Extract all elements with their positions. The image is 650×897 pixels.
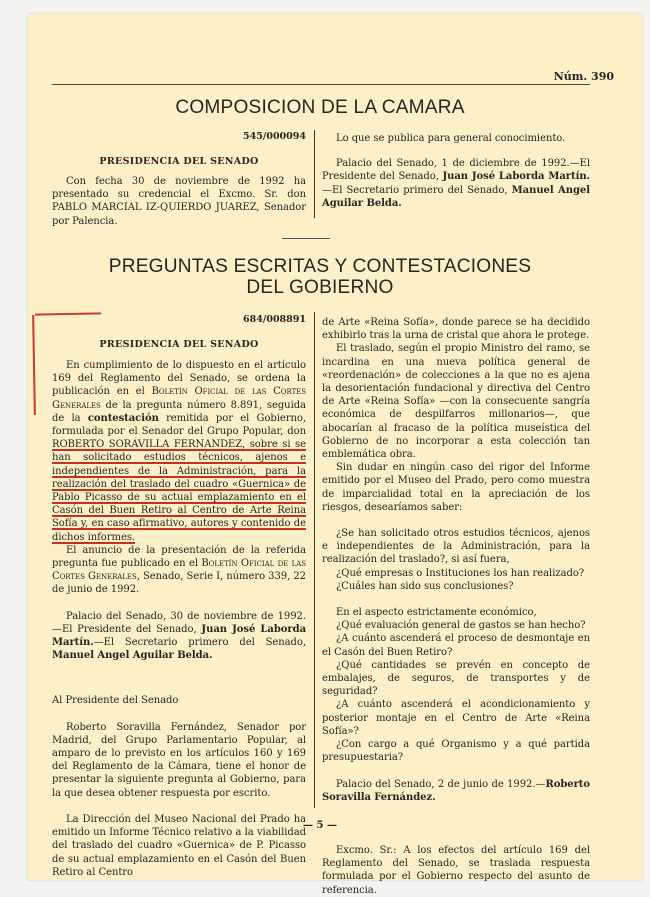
context-continuation: de Arte «Reina Sofía», donde parece se ha decidido exhibirlo tras la urna de cristal que ahora le protege. (322, 317, 590, 342)
question-intro: Roberto Soravilla Fernández, Senador por Madrid, del Grupo Parlamentario Popular, al amparo de lo previsto en los artículos 160 y 169 del Reglamento de la Cámara, tiene el honor de presentar la siguiente pregunta al Gobierno, para la que desea obtener respuesta por escrito. (52, 721, 306, 799)
transfer-paragraph: El traslado, según el propio Ministro del ramo, se incardina en una nueva política general de «reordenación» de colecciones a la que no es ajena la desorientación fundacional y directiva del Centro de Arte «Reina Sofía» —con la consecuente sangría económica de despilfarros millonarios—, que abocarían al fracaso de la política museística del Gobierno de no incorporar a esta colección tan emblemática obra. (322, 343, 590, 461)
question-item: ¿Qué empresas o Instituciones los han realizado? (336, 567, 585, 579)
section-title-composicion: COMPOSICION DE LA CAMARA (175, 96, 465, 118)
question-item: ¿A cuánto ascenderá el acondicionamiento y posterior montaje en el Centro de Arte «Reina Sofía»? (322, 699, 590, 737)
announcement-paragraph: El anuncio de la presentación de la referida pregunta fue publicado en el Boletín Oficial de las Cortes Generales, Senado, Serie I, número 339, 22 de junio de 1992. (52, 544, 306, 596)
question-list-b (322, 619, 590, 764)
government-reply: Excmo. Sr.: A los efectos del artículo 169 del Reglamento del Senado, se traslada respuesta formulada por el Gobierno respecto del asunto de referencia. (322, 844, 590, 896)
column-divider (314, 130, 315, 218)
question-item: ¿Con cargo a qué Organismo y a qué partida presupuestaria? (322, 739, 590, 764)
section1-right-column (322, 132, 590, 210)
signatory-name: Juan José Laborda Martín. (442, 171, 590, 183)
question-item: ¿Qué cantidades se prevén en concepto de embalajes, de seguros, de transportes y de seguridad? (322, 659, 590, 698)
section-heading: PRESIDENCIA DEL SENADO (99, 156, 259, 167)
issue-number: Núm. 390 (553, 70, 614, 83)
publication-order-paragraph: En cumplimiento de lo dispuesto en el artículo 169 del Reglamento del Senado, se ordena la publicación en el Boletín Oficial de las Cortes Generales de la pregunta número 8.891, seguida de la contestación remitida por el Gobierno, formulada por el Senador del Grupo Popular, don ROBERTO SORAVILLA FERNANDEZ, sobre si se han solicitado estudios técnicos, ajenos e independientes de la Administración, para la realización del traslado del cuadro «Guernica» de Pablo Picasso de su actual emplazamiento en el Casón del Buen Retiro al Centro de Arte Reina Sofía y, en caso afirmativo, autores y contenido de dichos informes. (52, 360, 306, 543)
section-title-preguntas: PREGUNTAS ESCRITAS Y CONTESTACIONES DEL GOBIERNO (108, 255, 532, 298)
signature-block: Palacio del Senado, 2 de junio de 1992.—Roberto Soravilla Fernández. (322, 778, 590, 803)
context-paragraph: La Dirección del Museo Nacional del Prado ha emitido un Informe Técnico relativo a la viabilidad del traslado del cuadro «Guernica» de P. Picasso de su actual emplazamiento en el Casón del Buen Retiro al Centro (52, 813, 306, 878)
reference-code: 684/008891 (243, 314, 306, 325)
section2-left-column (52, 314, 306, 879)
addressee: Al Presidente del Senado (52, 695, 179, 707)
question-item: ¿A cuánto ascenderá el proceso de desmontaje en el Casón del Buen Retiro? (322, 633, 590, 658)
signatory-name: Manuel Angel Aguilar Belda. (322, 184, 590, 209)
question-item: ¿Se han solicitado otros estudios técnicos, ajenos e independientes de la Administración, para la realización del traslado?, si así fuera, (322, 528, 590, 566)
page-number: — 5 — (303, 820, 337, 831)
credential-paragraph: Con fecha 30 de noviembre de 1992 ha presentado su credencial el Excmo. Sr. don PABLO MARCIAL IZ-QUIERDO JUAREZ, Senador por Palencia. (52, 176, 306, 227)
header-rule (52, 84, 590, 85)
column-divider (314, 312, 315, 808)
section-separator (282, 238, 330, 239)
highlighted-subject: ROBERTO SORAVILLA FERNANDEZ, sobre si se han solicitado estudios técnicos, ajenos e independientes de la Administración, para la realización del traslado del cuadro «Guernica» de Pablo Picasso de su actual emplazamiento en el Casón del Buen Retiro al Centro de Arte Reina Sofía y, en caso afirmativo, autores y contenido de dichos informes. (52, 439, 306, 543)
publication-note: Lo que se publica para general conocimiento. (336, 133, 566, 144)
signature-block: Palacio del Senado, 1 de diciembre de 1992.—El Presidente del Senado, Juan José Laborda Martín.—El Secretario primero del Senado, Manuel Angel Aguilar Belda. (322, 158, 590, 209)
question-item: ¿Cuáles han sido sus conclusiones? (336, 580, 514, 592)
section-heading: PRESIDENCIA DEL SENADO (99, 339, 259, 350)
question-item: ¿Qué evaluación general de gastos se han hecho? (336, 620, 586, 632)
reference-code: 545/000094 (243, 131, 306, 142)
economic-intro: En el aspecto estrictamente económico, (336, 607, 537, 619)
request-paragraph: Sin dudar en ningún caso del rigor del Informe emitido por el Museo del Prado, pero como muestra de imparcialidad total en la apreciación de los riesgos, desearíamos saber: (322, 462, 590, 513)
section1-left-column (52, 131, 306, 228)
section2-right-column (322, 316, 590, 897)
signature-block: Palacio del Senado, 30 de noviembre de 1992.—El Presidente del Senado, Juan José Laborda Martín.—El Secretario primero del Senado, Manuel Angel Aguilar Belda. (52, 610, 306, 662)
question-list-a (322, 527, 590, 593)
